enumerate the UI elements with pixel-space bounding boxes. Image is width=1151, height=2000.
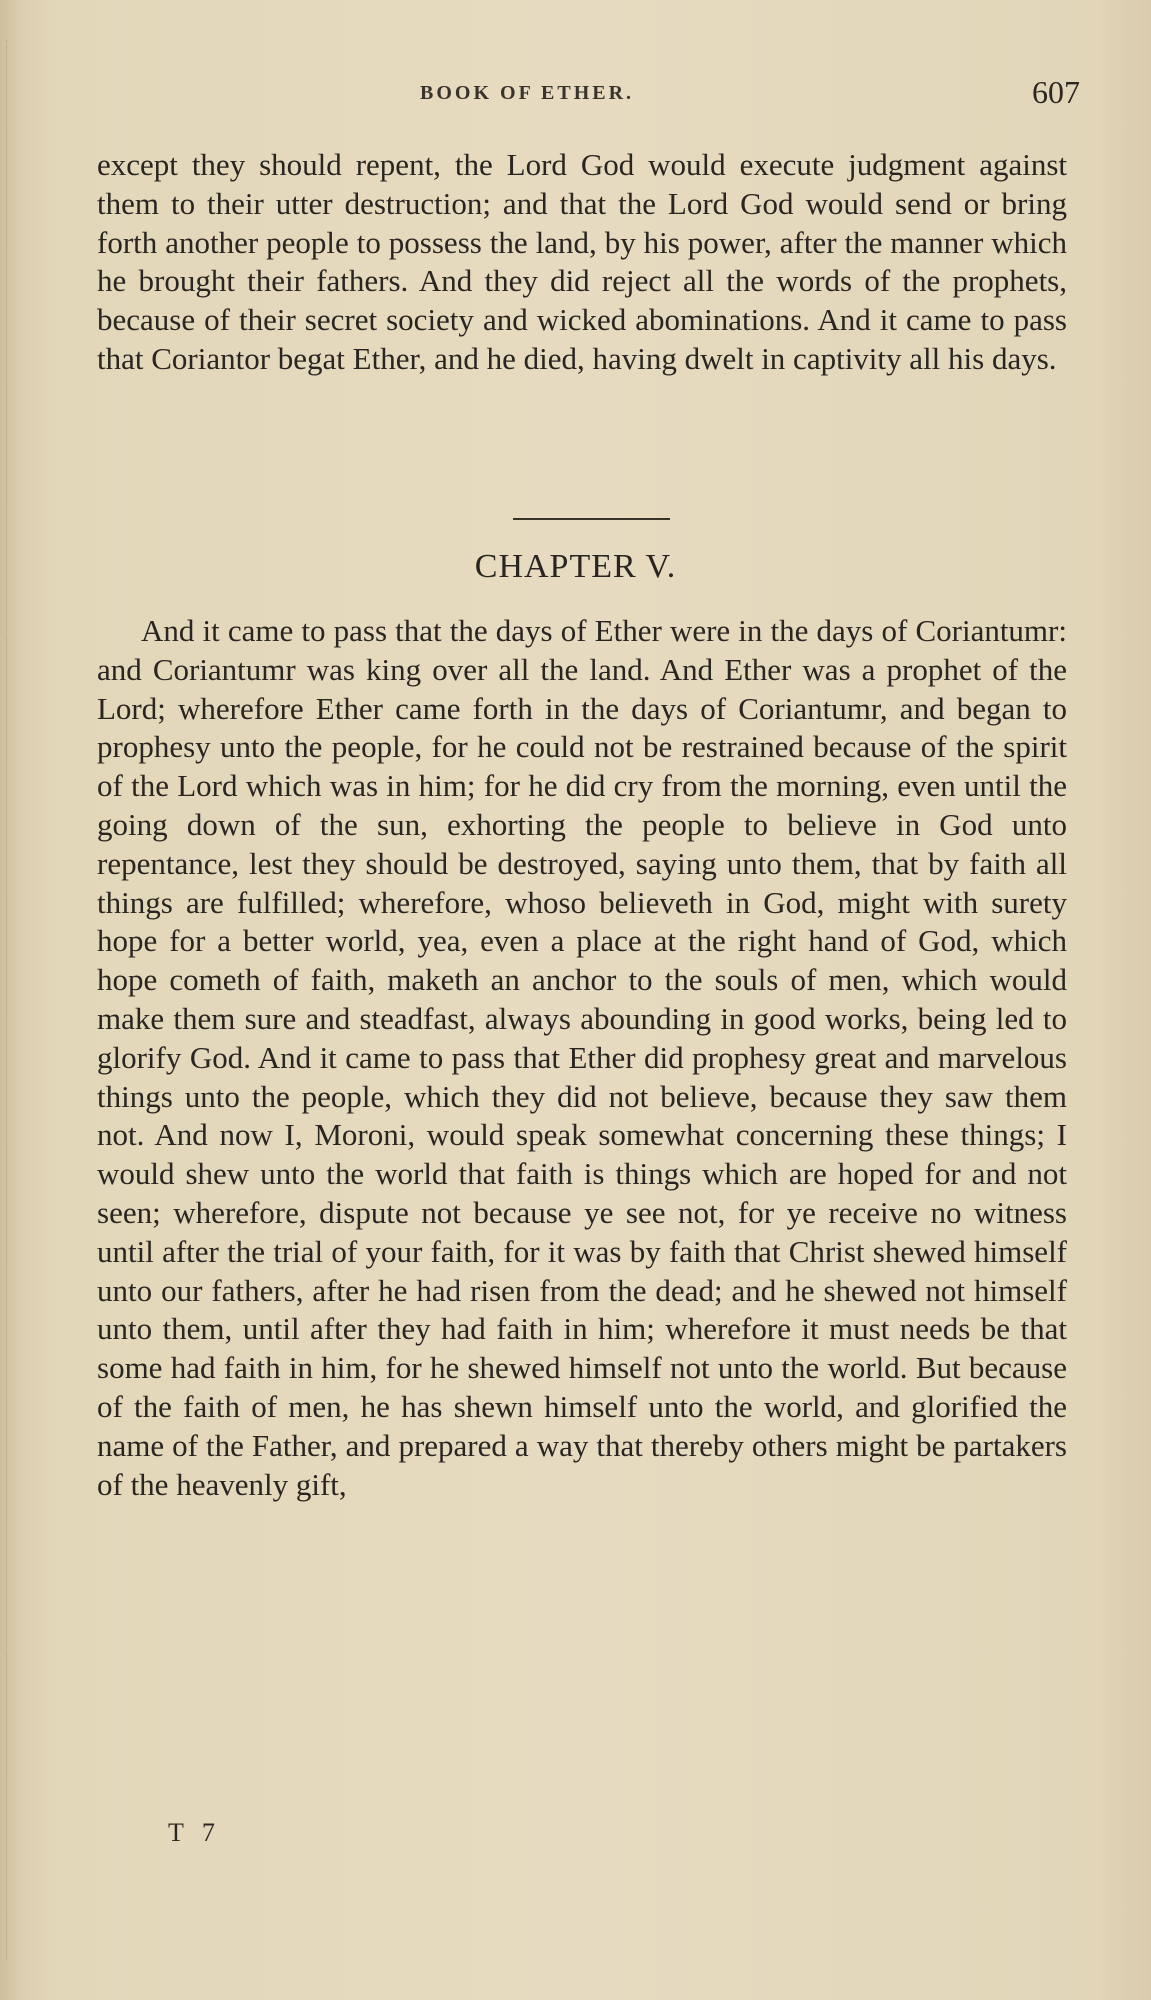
running-title: BOOK OF ETHER. [420,82,635,104]
continued-paragraph: except they should repent, the Lord God would execute judgment against them to their utter destruction; and that the Lord God would send or bring forth another people to possess the land, by his power, after the manner which he brought their fathers. And they did reject all the words of the prophets, because of their secret society and wicked abominations. And it came to pass that Coriantor begat Ether, and he died, having dwelt in captivity all his days. [97,147,1067,376]
section-divider-rule [513,518,670,520]
chapter-heading: CHAPTER V. [474,548,677,585]
running-head [100,74,1080,114]
page-gutter-edge [6,40,11,1960]
page-number: 607 [1032,74,1080,110]
continued-text-block [97,146,1067,379]
chapter-paragraph: And it came to pass that the days of Ether were in the days of Coriantumr: and Coriantumr was king over all the land. And Ether was a prophet of the Lord; wherefore Ether came forth in the days of Coriantumr, and began to prophesy unto the people, for he could not be restrained because of the spirit of the Lord which was in him; for he did cry from the morning, even until the going down of the sun, exhorting the people to believe in God unto repentance, lest they should be destroyed, saying unto them, that by faith all things are fulfilled; wherefore, whoso believeth in God, might with surety hope for a better world, yea, even a place at the right hand of God, which hope cometh of faith, maketh an anchor to the souls of men, which would make them sure and steadfast, always abounding in good works, being led to glorify God. And it came to pass that Ether did prophesy great and marvelous things unto the people, which they did not believe, because they saw them not. And now I, Moroni, would speak somewhat concerning these things; I would shew unto the world that faith is things which are hoped for and not seen; wherefore, dispute not because ye see not, for ye receive no witness until after the trial of your faith, for it was by faith that Christ shewed himself unto our fathers, after he had risen from the dead; and he shewed not himself unto them, until after they had faith in him; wherefore it must needs be that some had faith in him, for he shewed himself not unto the world. But because of the faith of men, he has shewn himself unto the world, and glorified the name of the Father, and prepared a way that thereby others might be partakers of the heavenly gift, [97,613,1067,1502]
signature-mark: T 7 [168,1818,221,1847]
chapter-text-block [97,612,1067,1504]
